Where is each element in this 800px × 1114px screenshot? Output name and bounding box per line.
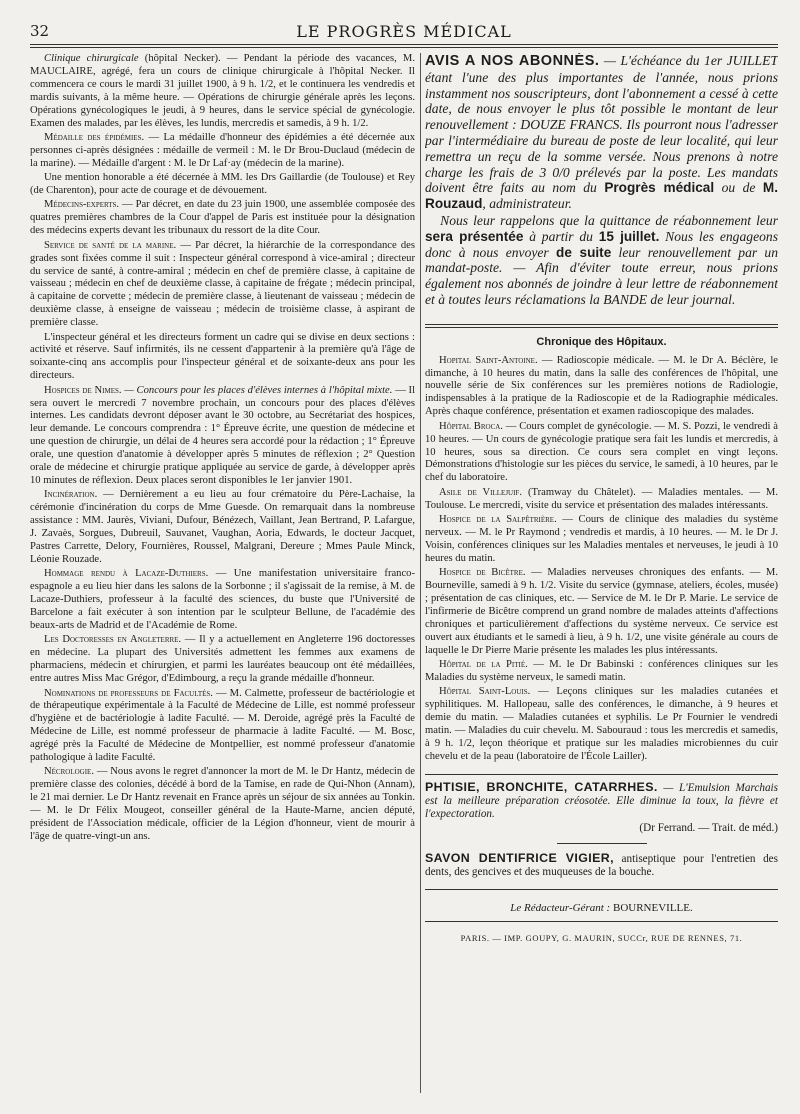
article-marine: Service de santé de la marine. — Par décret, la hiérarchie de la correspondance des grades sont fixées comme il suit : Inspecteur général correspond à vice-amiral ; directeur du service de santé, à contre-amiral ; médecin en chef de première classe, à capitaine de vaisseau ; médecin en chef de deuxième classe, à capitaine de frégate ; médecin principal, à capitaine de corvette ; médecin de première classe, à lieutenant de vaisseau ; médecin de deuxième classe, à enseigne de vaisseau ; médecin de troisième classe, à aspirant de première classe. (30, 239, 415, 329)
article-nominations: Nominations de professeurs de Facultés. — M. Calmette, professeur de bactériologie et de thérapeutique expérimentale à la Faculté de Médecine de Lille, est nommé professeur d'hygiène et de bactériologie à ladite Faculté. — M. Deroide, agrégé près la Faculté de Médecine de Lille, est nommé professeur de pharmacie à ladite Faculté. — M. Bosc, agrégé près la Faculté de Médecine de Montpellier, est nommé professeur d'anatomie pathologique à ladite Faculté. (30, 687, 415, 764)
page-number: 32 (30, 22, 50, 40)
entry-saint-antoine: Hopital Saint-Antoine. — Radioscopie médicale. — M. le Dr A. Béclère, le dimanche, à 10 heures du matin, dans la salle des conférences de l'hôpital, une nouvelle série de Six conférences sur les premières notions de Radiologie, indispensables à la pratique de la Radioscopie et de la Radiographie médicales. Après chaque conférence, présentation et examen radioscopique des malades. (425, 354, 778, 418)
left-column (30, 53, 415, 1103)
entry-pitie: Hôpital de la Pitié. — M. le Dr Babinski : conférences cliniques sur les Maladies du système nerveux, le samedi matin. (425, 659, 778, 683)
section-rule-2 (425, 327, 778, 328)
ad-rule (425, 774, 778, 775)
article-medaille: Médaille des épidémies. — La médaille d'honneur des épidémies a été décernée aux personnes ci-après désignées : médaille de vermeil : M. le Dr Brou-Duclaud (médecin de la marine). — Médaille d'argent : M. le Dr Laf·ay (médecin de la marine). (30, 131, 415, 169)
chronique-title: Chronique des Hôpitaux. (536, 335, 667, 348)
article-incineration: Incinération. — Dernièrement a eu lieu au four crématoire du Père-Lachaise, la cérémonie d'incinération du corps de Mme Guesde. On remarquait dans la nombreuse assistance : MM. Jaurès, Viviani, Dufour, Bénézech, Vaillant, Jean Bertrand, P. Lafargue, J. Zavaès, Sorgues, Dubreuil, Sauvanet, Vaughan, Aoria, Edwards, le docteur Jacquet, Pastres Carrette, Delory, Fournières, Roussel, Malgrani, Dereure ; Mmes Paule Minck, Léonie Rouzade. (30, 489, 415, 565)
ad-phtisie-ref: (Dr Ferrand. — Trait. de méd.) (639, 822, 778, 835)
footer-rule (425, 889, 778, 890)
subscriber-notice: AVIS A NOS ABONNÉS. — L'échéance du 1er JUILLET étant l'une des plus importantes de l'année, nous prions instamment nos souscripteurs, dont l'abonnement a cessé à cette date, de nous envoyer le plus tôt possible le montant de leur renouvellement : DOUZE FRANCS. Ils pourront nous l'adresser par l'intermédiaire du bureau de poste de leur localité, qui leur remettra un reçu de la somme versée. Nous prenons à notre charge les frais de 3 0/0 prélevés par la poste. Les mandats doivent être faits au nom du Progrès médical ou de M. Rouzaud, administrateur. Nous leur rappelons que la quittance de réabonnement leur sera présentée à partir du 15 juillet. Nous les engageons donc à nous envoyer de suite leur renouvellement par un mandat-poste. — Afin d'éviter toute erreur, nous prions également nos abonnés de joindre à leur lettre de réabonnement et à toutes leurs réclamations la BANDE de leur journal. (425, 53, 778, 307)
article-necrologie: Nécrologie. — Nous avons le regret d'annoncer la mort de M. le Dr Hantz, médecin de première classe des colonies, décédé à bord de la Tamise, en rade de Qui-Nhon (Annam), le 21 mai dernier. Le Dr Hantz revenait en France après un séjour de six années au Tonkin. — M. le Dr Félix Mougeot, conseiller général de la Haute-Marne, ancien député, président de l'Association médicale, officier de la Légion d'honneur, vient de mourir à l'âge de quatre-vingt-un ans. (30, 766, 415, 842)
header-rule (30, 44, 778, 45)
entry-saint-louis: Hôpital Saint-Louis. — Leçons cliniques sur les maladies cutanées et syphilitiques. M. Hallopeau, salle des conférences, le dimanche, à 9 heures et demie du matin. — Maladies cutanées et syphilis. Le Pr Fournier le vendredi matin. — Maladies du cuir chevelu. M. Sabouraud : tous les mercredis et samedis, à 9 h. 1/2, leçon théorique et pratique sur les maladies microbiennes du cuir chevelu et de la peau (laboratoire de l'École Lailler). (425, 686, 778, 762)
article-marine-2: L'inspecteur général et les directeurs forment un cadre qui se divise en deux sections : activité et réserve. Sauf infirmités, ils ne cessent d'appartenir à la première qu'à l'âge de soixante-cinq ans accomplis pour l'inspecteur général et de soixante-deux ans pour les directeurs. (30, 331, 415, 382)
header-rule-2 (30, 47, 778, 48)
article-experts: Médecins-experts. — Par décret, en date du 23 juin 1900, une assemblée composée des quatres premières chambres de la Cour d'appel de Paris est instituée pour la désignation des médecins experts devant les tribunaux du ressort de la dite Cour. (30, 199, 415, 237)
article-medaille-2: Une mention honorable a été décernée à MM. les Drs Gaillardie (de Toulouse) et Rey (de Charenton), pour acte de courage et de dévouement. (30, 172, 415, 197)
right-column (425, 53, 778, 1103)
notice-title: AVIS A NOS ABONNÉS. (425, 53, 600, 69)
page-header (30, 22, 778, 44)
footer-rule-2 (425, 921, 778, 922)
journal-title: LE PROGRÈS MÉDICAL (296, 22, 512, 41)
ad-savon: SAVON DENTIFRICE VIGIER, antiseptique pour l'entretien des dents, des gencives et des muqueuses de la bouche. (425, 851, 778, 879)
article-hommage: Hommage rendu à Lacaze-Duthiers. — Une manifestation universitaire franco-espagnole a eu lieu hier dans les salons de la Sorbonne ; il s'agissait de la remise, à M. de Lacaze-Duthiers, professeur à la faculté des sciences, du buste que l'Université de Barcelone a fait exécuter à son intention par le sculpteur Bellune, de l'académie des beaux-arts de Madrid et de l'Académie de Rome. (30, 568, 415, 631)
entry-bicetre: Hospice de Bicêtre. — Maladies nerveuses chroniques des enfants. — M. Bourneville, samedi à 9 h. 1/2. Visite du service (gymnase, ateliers, écoles, musée) ; présentation de cas cliniques, etc. — Service de M. le Dr P. Marie. Le service de l'infirmerie de Bicêtre comprend un grand nombre de malades atteints d'affections chroniques et particulièrement d'affections du système nerveux. Ce service est ouvert aux étudiants et le samedi à lieu, à 9 h. 1/2, une visite générale au cours de laquelle le Dr Pierre Marie présente les malades les plus intéressants. (425, 567, 778, 656)
section-rule (425, 324, 778, 325)
entry-villejuif: Asile de Villejuif. (Tramway du Châtelet). — Maladies mentales. — M. Toulouse. Le mercredi, visite du service et présentation des malades intéressants. (425, 486, 778, 511)
column-divider (420, 53, 421, 1093)
article-nimes: Hospices de Nimes. — Concours pour les places d'élèves internes à l'hôpital mixte. — Il sera ouvert le mercredi 7 novembre prochain, un concours pour des places d'élèves internes. Les candidats devront déposer avant le 30 octobre, au Secrétariat des hospices, leur demande. Le concours comprendra : 1° Épreuve écrite, une question de médecine et une question de chirurgie, un délai de 4 heures sera accordé pour la rédaction ; 1° Épreuve orale, une question d'anatomie à développer après 5 minutes de réflexion ; 2° Question orale de médecine et chirurgie pratique appliquée au service de garde, à développer après 10 minutes de réflexion. Deux places seront disponibles le 1er janvier 1901. (30, 384, 415, 486)
ad-phtisie: PHTISIE, BRONCHITE, CATARRHES. — L'Emulsion Marchais est la meilleure préparation créosotée. Elle diminue la toux, la fièvre et l'expectoration. (Dr Ferrand. — Trait. de méd.) (425, 779, 778, 835)
printer-line: PARIS. — IMP. GOUPY, G. MAURIN, SUCCr, RUE DE RENNES, 71. (460, 933, 743, 944)
redacteur-gerant: Le Rédacteur-Gérant : BOURNEVILLE. (510, 902, 693, 915)
ad-separator (557, 843, 647, 844)
entry-salpetriere: Hospice de la Salpêtrière. — Cours de clinique des maladies du système nerveux. — M. le Pr Raymond ; vendredis et mardis, à 10 heures. — M. le Dr J. Voisin, conférences cliniques sur les Maladies mentales et nerveuses, le jeudi à 10 heures du matin. (425, 514, 778, 564)
entry-broca: Hôpital Broca. — Cours complet de gynécologie. — M. S. Pozzi, le vendredi à 10 heures. — Un cours de gynécologie pratique sera fait les lundis et mercredis, à 10 heures, sous sa direction. Ce cours sera complet en vingt leçons. Démonstrations d'histologie sur les pièces du service, le samedi, à 10 heures, par le chef du laboratoire. (425, 420, 778, 484)
article-doctoresses: Les Doctoresses en Angleterre. — Il y a actuellement en Angleterre 196 doctoresses en médecine. La plupart des Universités admettent les femmes aux examens de pharmaciens, médecin et chirurgien, et parmi les lauréates beaucoup ont été médaillées, entre autres Miss Mac Grégor, d'Edimbourg, a reçu la grande médaille d'honneur. (30, 634, 415, 685)
article-clinique: Clinique chirurgicale (hôpital Necker). — Pendant la période des vacances, M. MAUCLAIRE, agrégé, fera un cours de clinique chirurgicale à l'hôpital Necker. Il commencera ce cours le mardi 31 juillet 1900, à 9 h. 1/2, et le continuera les vendredis et mardis suivants, à la même heure. — Opérations de chirurgie générale après les leçons. Opérations gynécologiques le jeudi, à 9 heures, dans le service spécial de gynécologie. Examen des malades, par les élèves, les lundis, mercredis et samedis, à 9 h. 1/2. (30, 53, 415, 129)
